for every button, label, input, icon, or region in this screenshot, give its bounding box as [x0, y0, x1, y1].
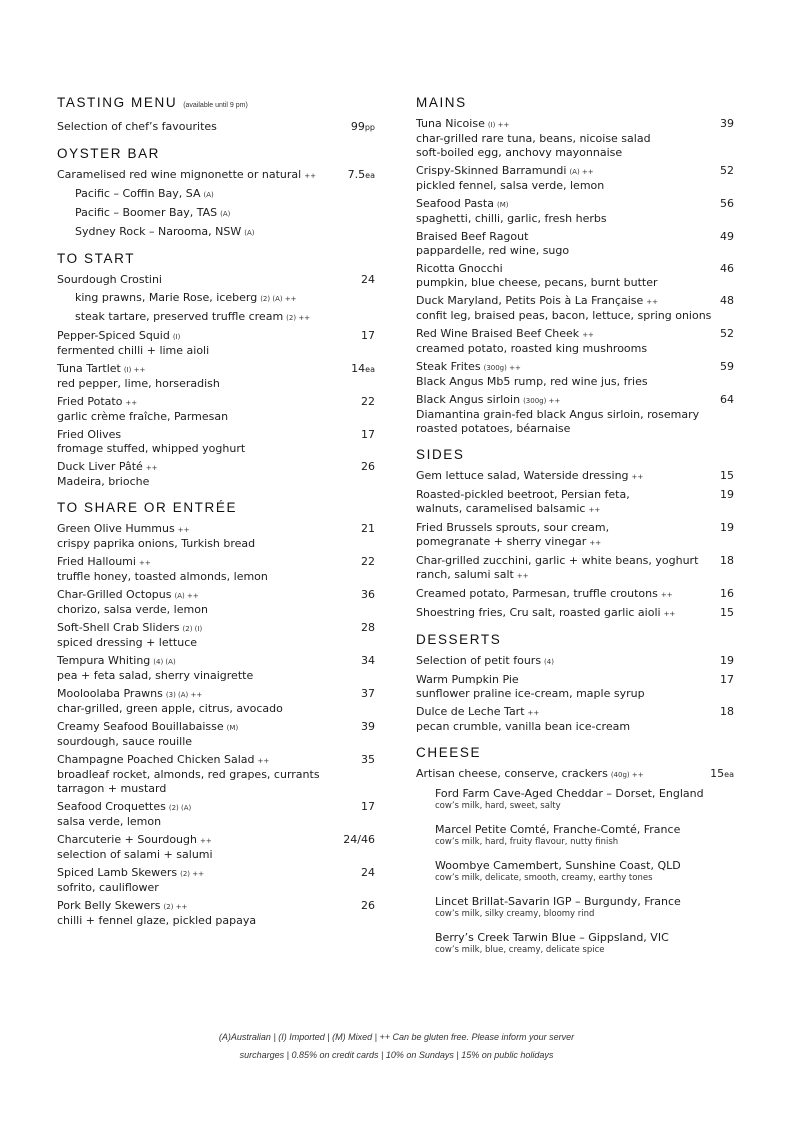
- section-title: SIDES: [416, 447, 465, 462]
- item-price: 17: [720, 673, 734, 686]
- item-description: garlic crème fraîche, Parmesan: [57, 410, 229, 423]
- section-title: TO SHARE OR ENTRÉE: [57, 500, 238, 515]
- menu-item: [57, 753, 375, 796]
- cheese-section: [416, 744, 734, 956]
- item-description: walnuts, caramelised balsamic ++: [416, 502, 601, 515]
- menu-item: [57, 168, 375, 240]
- item-name: Crispy-Skinned Barramundi (A) ++: [416, 164, 594, 177]
- item-description: chilli + fennel glaze, pickled papaya: [57, 914, 257, 927]
- cheese-variety: [435, 931, 734, 956]
- cheese-description: cow’s milk, silky creamy, bloomy rind: [435, 909, 595, 919]
- item-price: 14ea: [351, 362, 375, 375]
- item-name: Black Angus sirloin (300g) ++: [416, 393, 561, 406]
- item-price: 15ea: [710, 767, 734, 780]
- item-description: tarragon + mustard: [57, 782, 167, 795]
- item-name: Tuna Nicoise (I) ++: [416, 117, 510, 130]
- cheese-variety: [435, 895, 734, 920]
- item-name: Seafood Croquettes (2) (A): [57, 800, 192, 813]
- item-description: Black Angus Mb5 rump, red wine jus, fries: [416, 375, 648, 388]
- item-price: 52: [720, 327, 734, 340]
- item-name: Sourdough Crostini: [57, 273, 162, 286]
- item-name: Fried Brussels sprouts, sour cream,: [416, 521, 610, 534]
- menu-item: [416, 488, 734, 517]
- item-price: 26: [361, 899, 375, 912]
- item-description: Diamantina grain-fed black Angus sirloin, rosemary: [416, 408, 700, 421]
- to-start-section: [57, 250, 375, 489]
- item-price: 19: [720, 488, 734, 501]
- section-title: DESSERTS: [416, 632, 502, 647]
- section-title: CHEESE: [416, 745, 482, 760]
- item-price: 18: [720, 554, 734, 567]
- menu-item: [57, 120, 375, 135]
- item-price: 7.5ea: [347, 168, 375, 181]
- item-name: Duck Liver Pâté ++: [57, 460, 158, 473]
- menu-item: [57, 800, 375, 829]
- menu-item: [416, 262, 734, 290]
- item-name: Tempura Whiting (4) (A): [57, 654, 176, 667]
- right-column: [416, 94, 734, 967]
- menu-item: [57, 833, 375, 862]
- cheese-variety: [435, 823, 734, 848]
- cheese-description: cow’s milk, hard, sweet, salty: [435, 801, 561, 811]
- menu-item: [416, 197, 734, 226]
- item-price: 21: [361, 522, 375, 535]
- item-description: red pepper, lime, horseradish: [57, 377, 220, 390]
- item-name: Pepper-Spiced Squid (I): [57, 329, 181, 342]
- item-price: 36: [361, 588, 375, 601]
- item-name: Charcuterie + Sourdough ++: [57, 833, 212, 846]
- item-name: Selection of petit fours (4): [416, 654, 554, 667]
- item-price: 49: [720, 230, 734, 243]
- item-description: sunflower praline ice-cream, maple syrup: [416, 687, 645, 700]
- item-price: 46: [720, 262, 734, 275]
- item-name: Caramelised red wine mignonette or natural ++: [57, 168, 316, 181]
- item-price: 17: [361, 800, 375, 813]
- item-price: 24: [361, 866, 375, 879]
- cheese-name: Woombye Camembert, Sunshine Coast, QLD: [435, 859, 681, 872]
- menu-item: [416, 767, 734, 782]
- item-name: Artisan cheese, conserve, crackers (40g) ++: [416, 767, 644, 780]
- item-name: Creamed potato, Parmesan, truffle croutons ++: [416, 587, 673, 600]
- item-name: Fried Olives: [57, 428, 122, 441]
- item-description: pomegranate + sherry vinegar ++: [416, 535, 602, 548]
- item-name: Char-Grilled Octopus (A) ++: [57, 588, 199, 601]
- item-name: Red Wine Braised Beef Cheek ++: [416, 327, 594, 340]
- item-description: sourdough, sauce rouille: [57, 735, 193, 748]
- cheese-name: Lincet Brillat-Savarin IGP – Burgundy, France: [435, 895, 681, 908]
- item-description: pecan crumble, vanilla bean ice-cream: [416, 720, 631, 733]
- item-name: Spiced Lamb Skewers (2) ++: [57, 866, 204, 879]
- item-price: 22: [361, 395, 375, 408]
- cheese-varieties: [416, 787, 734, 956]
- item-description: pappardelle, red wine, sugo: [416, 244, 570, 257]
- share-items: [57, 522, 375, 928]
- item-price: 22: [361, 555, 375, 568]
- sides-items: [416, 469, 734, 621]
- item-description: Madeira, brioche: [57, 475, 150, 488]
- menu-item: [57, 555, 375, 584]
- item-name: Warm Pumpkin Pie: [416, 673, 519, 686]
- menu-item: [416, 294, 734, 323]
- menu-item: [416, 673, 734, 701]
- item-name: Creamy Seafood Bouillabaisse (M): [57, 720, 239, 733]
- item-description: pickled fennel, salsa verde, lemon: [416, 179, 605, 192]
- item-price: 15: [720, 606, 734, 619]
- item-name: Duck Maryland, Petits Pois à La Française ++: [416, 294, 658, 307]
- left-column: [57, 94, 375, 938]
- item-price: 17: [361, 428, 375, 441]
- item-description: char-grilled, green apple, citrus, avocado: [57, 702, 283, 715]
- section-title: OYSTER BAR: [57, 146, 161, 161]
- item-description: sofrito, cauliflower: [57, 881, 159, 894]
- item-price: 16: [720, 587, 734, 600]
- item-description: creamed potato, roasted king mushrooms: [416, 342, 648, 355]
- cheese-description: cow’s milk, delicate, smooth, creamy, earthy tones: [435, 873, 653, 883]
- menu-item: [57, 720, 375, 749]
- desserts-items: [416, 654, 734, 734]
- item-description: confit leg, braised peas, bacon, lettuce, spring onions: [416, 309, 712, 322]
- item-name: Tuna Tartlet (I) ++: [57, 362, 146, 375]
- item-description: spaghetti, chilli, garlic, fresh herbs: [416, 212, 607, 225]
- item-name: Green Olive Hummus ++: [57, 522, 190, 535]
- item-name: Steak Frites (300g) ++: [416, 360, 521, 373]
- item-name: Fried Halloumi ++: [57, 555, 151, 568]
- item-price: 59: [720, 360, 734, 373]
- footer-legend: (A)Australian | (I) Imported | (M) Mixed | ++ Can be gluten free. Please inform your server: [218, 1032, 575, 1042]
- item-price: 64: [720, 393, 734, 406]
- menu-item: [416, 164, 734, 193]
- item-description: soft-boiled egg, anchovy mayonnaise: [416, 146, 623, 159]
- item-description: fromage stuffed, whipped yoghurt: [57, 442, 246, 455]
- oyster-variety: Pacific – Boomer Bay, TAS (A): [75, 206, 231, 219]
- item-description: ranch, salumi salt ++: [416, 568, 529, 581]
- menu-item: [57, 899, 375, 928]
- item-price: 34: [361, 654, 375, 667]
- oyster-variety: Pacific – Coffin Bay, SA (A): [75, 187, 214, 200]
- oyster-bar-section: [57, 145, 375, 240]
- item-description: char-grilled rare tuna, beans, nicoise salad: [416, 132, 651, 145]
- menu-item: [416, 705, 734, 734]
- menu-item: [57, 395, 375, 424]
- item-price: 15: [720, 469, 734, 482]
- item-price: 24: [361, 273, 375, 286]
- mains-section: [416, 94, 734, 436]
- item-price: 19: [720, 521, 734, 534]
- to-share-section: [57, 499, 375, 928]
- tasting-menu-section: [57, 94, 375, 135]
- item-price: 39: [720, 117, 734, 130]
- item-price: 39: [361, 720, 375, 733]
- menu-item: [416, 327, 734, 356]
- item-price: 48: [720, 294, 734, 307]
- item-name: Ricotta Gnocchi: [416, 262, 503, 275]
- cheese-name: Marcel Petite Comté, Franche-Comté, France: [435, 823, 681, 836]
- menu-item: [416, 360, 734, 389]
- item-price: 26: [361, 460, 375, 473]
- menu-item: [57, 621, 375, 650]
- menu-item: [416, 654, 734, 669]
- menu-item: [416, 554, 734, 583]
- item-price: 24/46: [343, 833, 375, 846]
- item-name: Selection of chef’s favourites: [57, 120, 217, 133]
- item-description: chorizo, salsa verde, lemon: [57, 603, 208, 616]
- menu-item: [416, 230, 734, 258]
- menu-item: [57, 866, 375, 895]
- item-name: Champagne Poached Chicken Salad ++: [57, 753, 270, 766]
- item-name: Soft-Shell Crab Sliders (2) (I): [57, 621, 203, 634]
- item-name: Dulce de Leche Tart ++: [416, 705, 540, 718]
- crostini-option: king prawns, Marie Rose, iceberg (2) (A) ++: [75, 291, 297, 304]
- start-items: [57, 329, 375, 489]
- menu-item: [57, 460, 375, 489]
- item-description: selection of salami + salumi: [57, 848, 213, 861]
- cheese-name: Ford Farm Cave-Aged Cheddar – Dorset, England: [435, 787, 704, 800]
- item-description: salsa verde, lemon: [57, 815, 162, 828]
- item-name: Roasted-pickled beetroot, Persian feta,: [416, 488, 630, 501]
- menu-item: [416, 587, 734, 602]
- item-price: 99pp: [350, 120, 375, 133]
- item-description: pumpkin, blue cheese, pecans, burnt butter: [416, 276, 658, 289]
- menu-item: [57, 687, 375, 716]
- cheese-name: Berry’s Creek Tarwin Blue – Gippsland, VIC: [435, 931, 669, 944]
- item-price: 18: [720, 705, 734, 718]
- mains-items: [416, 117, 734, 436]
- item-description: crispy paprika onions, Turkish bread: [57, 537, 256, 550]
- item-name: Char-grilled zucchini, garlic + white beans, yoghurt: [416, 554, 699, 567]
- item-description: truffle honey, toasted almonds, lemon: [57, 570, 268, 583]
- menu-item: [57, 588, 375, 617]
- sides-section: [416, 446, 734, 621]
- menu-item: [57, 362, 375, 391]
- menu-item: [57, 654, 375, 683]
- item-name: Fried Potato ++: [57, 395, 138, 408]
- menu-item: [416, 393, 734, 436]
- cheese-variety: [435, 859, 734, 884]
- item-price: 17: [361, 329, 375, 342]
- section-title: TASTING MENU (available until 9 pm): [57, 95, 248, 110]
- item-price: 28: [361, 621, 375, 634]
- menu-item: [57, 522, 375, 551]
- item-name: Mooloolaba Prawns (3) (A) ++: [57, 687, 203, 700]
- footer-surcharges: surcharges | 0.85% on credit cards | 10% on Sundays | 15% on public holidays: [239, 1050, 554, 1060]
- menu-item: [57, 428, 375, 456]
- item-price: 35: [361, 753, 375, 766]
- item-price: 56: [720, 197, 734, 210]
- menu-item: [416, 606, 734, 621]
- item-description: roasted potatoes, béarnaise: [416, 422, 571, 435]
- menu-item: [416, 117, 734, 160]
- item-description: pea + feta salad, sherry vinaigrette: [57, 669, 254, 682]
- item-price: 52: [720, 164, 734, 177]
- item-name: Braised Beef Ragout: [416, 230, 529, 243]
- item-price: 37: [361, 687, 375, 700]
- item-description: fermented chilli + lime aioli: [57, 344, 210, 357]
- section-title: MAINS: [416, 95, 467, 110]
- cheese-variety: [435, 787, 734, 812]
- menu-item: [57, 329, 375, 358]
- section-note: (available until 9 pm): [183, 102, 248, 109]
- desserts-section: [416, 631, 734, 734]
- crostini-option: steak tartare, preserved truffle cream (2) ++: [75, 310, 311, 323]
- cheese-description: cow’s milk, hard, fruity flavour, nutty finish: [435, 837, 619, 847]
- item-name: Shoestring fries, Cru salt, roasted garlic aioli ++: [416, 606, 676, 619]
- cheese-description: cow’s milk, blue, creamy, delicate spice: [435, 945, 605, 955]
- item-name: Pork Belly Skewers (2) ++: [57, 899, 188, 912]
- menu-footer: [0, 1028, 793, 1064]
- item-name: Gem lettuce salad, Waterside dressing ++: [416, 469, 644, 482]
- section-title: TO START: [57, 251, 136, 266]
- menu-item: [416, 469, 734, 484]
- item-name: Seafood Pasta (M): [416, 197, 509, 210]
- item-description: spiced dressing + lettuce: [57, 636, 198, 649]
- menu-item: [416, 521, 734, 550]
- item-description: broadleaf rocket, almonds, red grapes, currants: [57, 768, 320, 781]
- item-price: 19: [720, 654, 734, 667]
- oyster-variety: Sydney Rock – Narooma, NSW (A): [75, 225, 255, 238]
- menu-item: [57, 273, 375, 325]
